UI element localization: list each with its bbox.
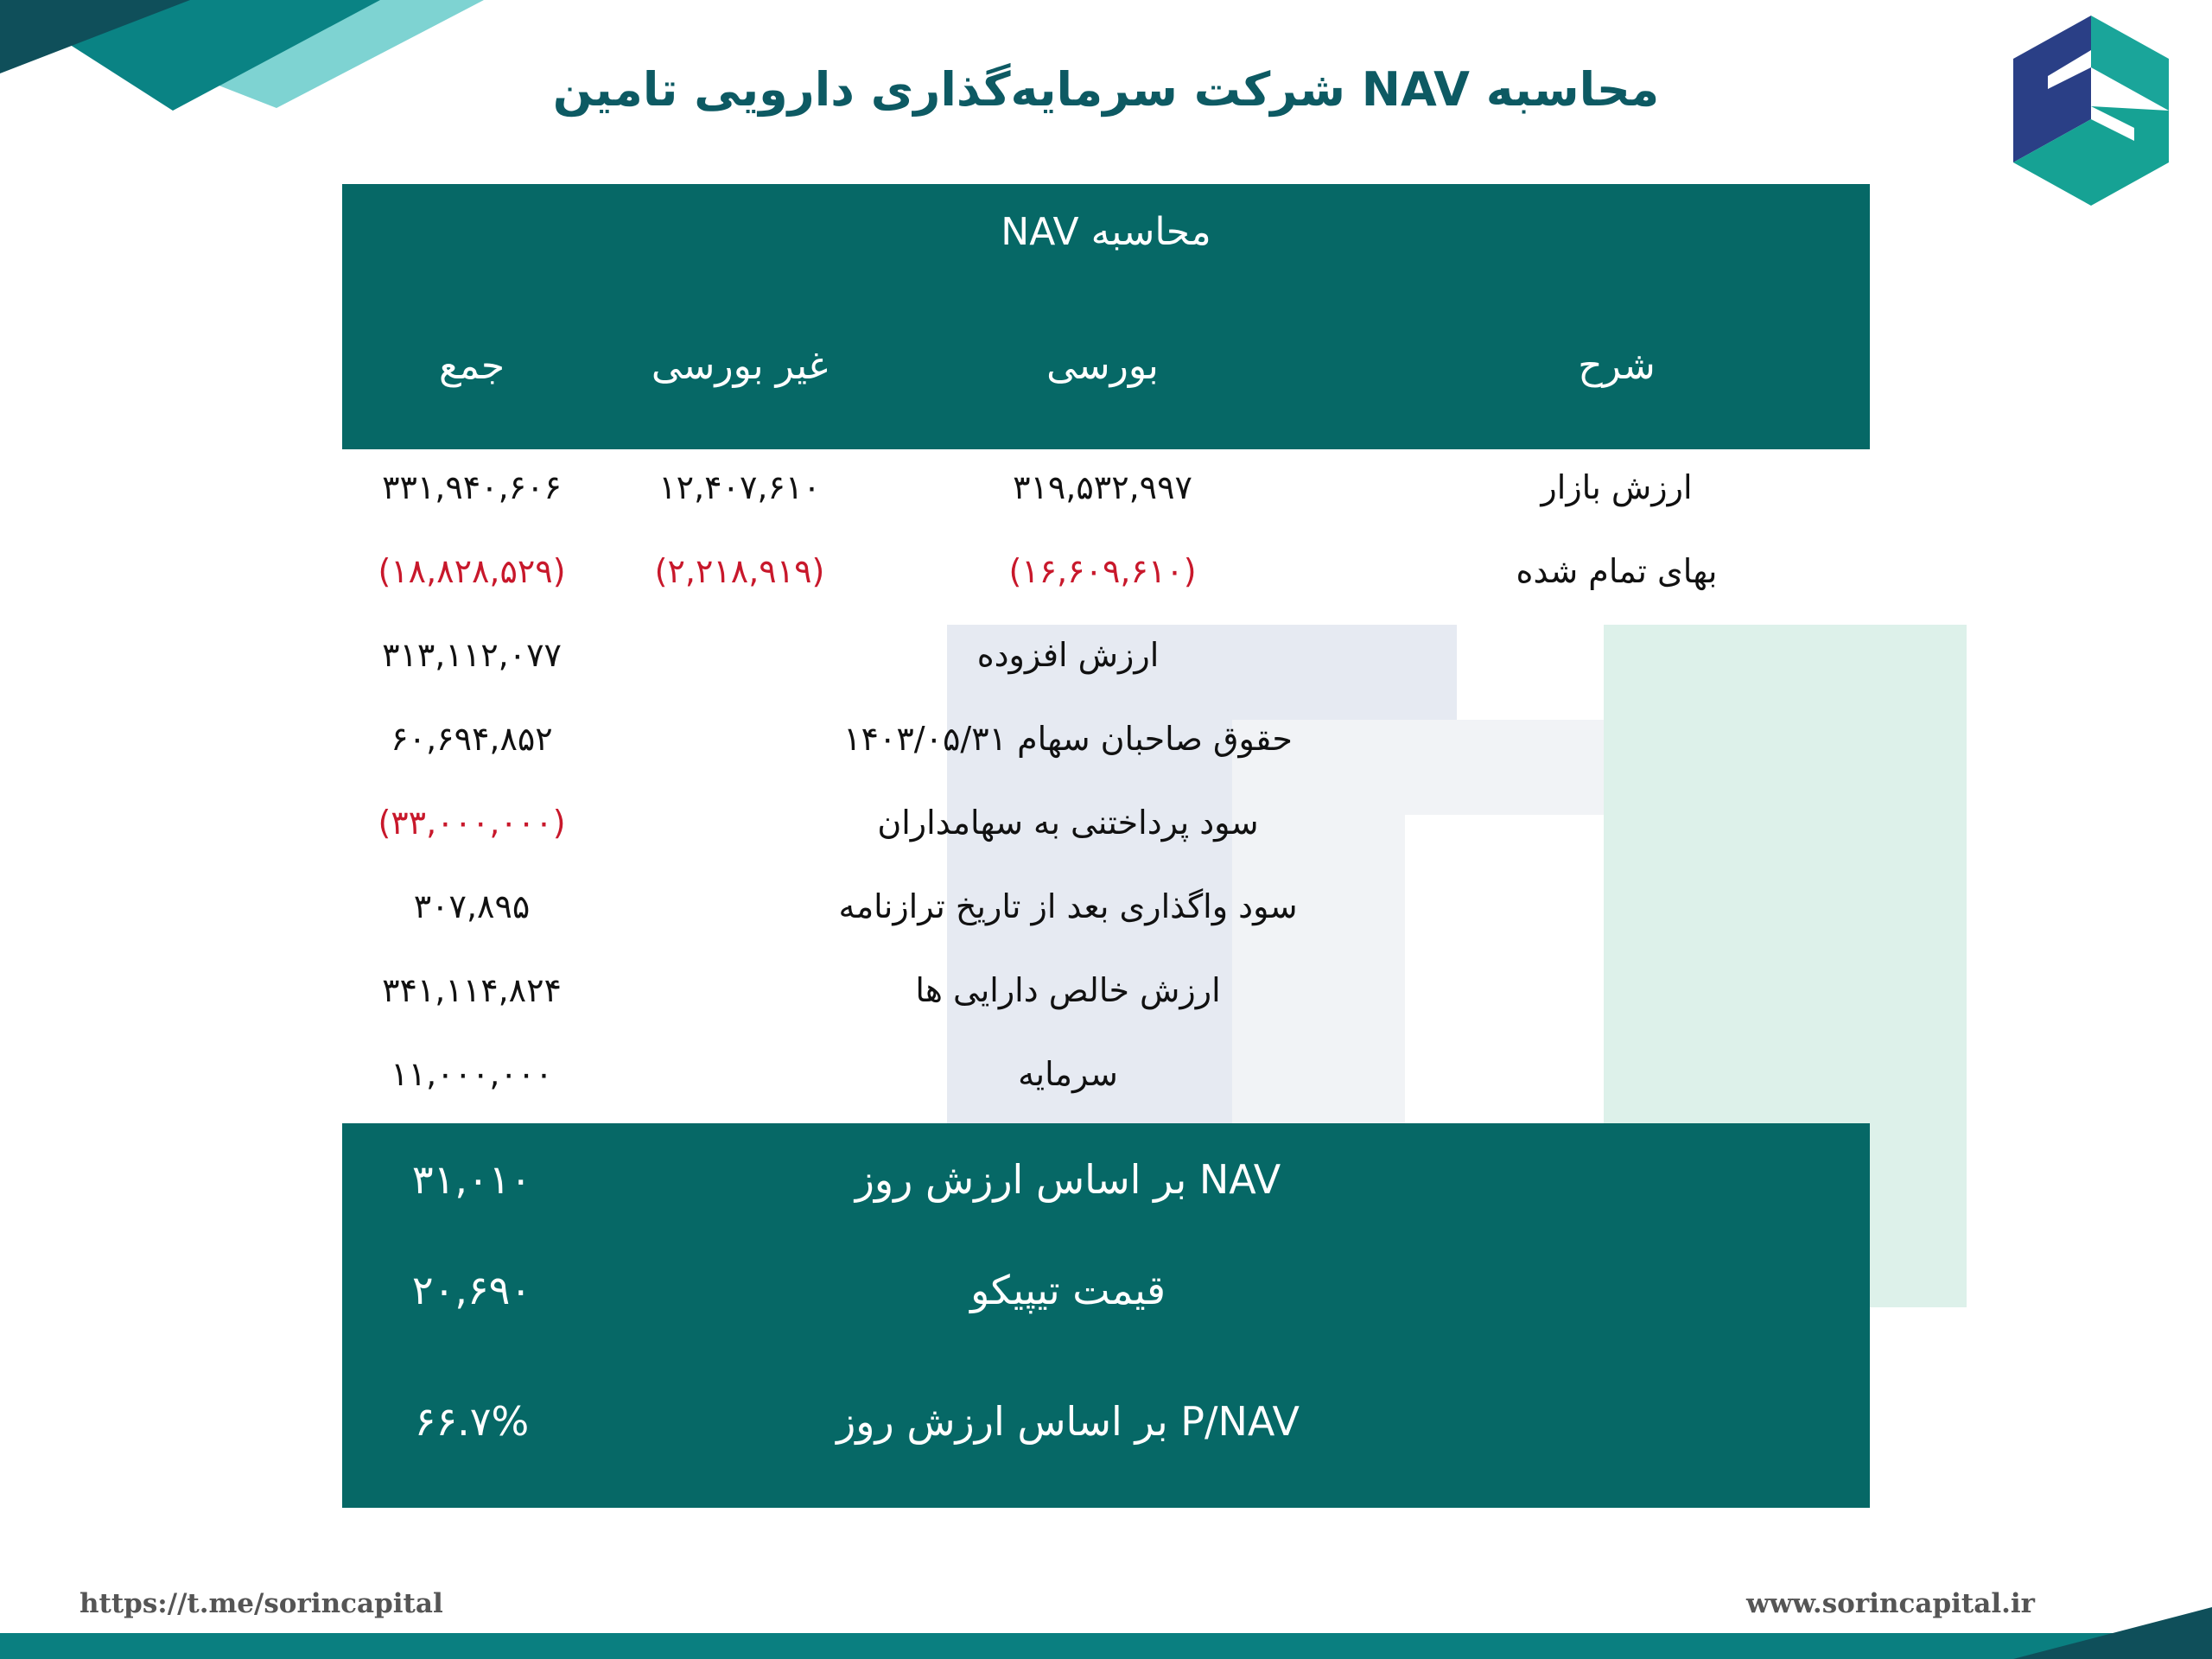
row-total: ۳۰۷,۸۹۵ [413,887,531,925]
column-header-unlisted: غیر بورسی [651,344,829,388]
telegram-link[interactable]: https://t.me/sorincapital [79,1588,443,1619]
row-listed: (۱۶,۶۰۹,۶۱۰) [1008,552,1197,590]
summary-value: ۳۱,۰۱۰ [411,1156,532,1203]
row-desc: حقوق صاحبان سهام ۱۴۰۳/۰۵/۳۱ [843,720,1293,758]
row-desc: بهای تمام شده [1516,552,1718,590]
table-row [342,1036,1870,1119]
table-row [342,449,1870,532]
summary-desc: NAV بر اساس ارزش روز [855,1156,1281,1203]
row-total: (۱۸,۸۲۸,۵۲۹) [378,552,566,590]
row-listed: ۳۱۹,۵۳۲,۹۹۷ [1013,468,1192,506]
summary-value: ۶۶.۷% [414,1398,530,1445]
table-row [342,533,1870,616]
row-total: ۳۳۱,۹۴۰,۶۰۶ [382,468,562,506]
table-row [342,617,1870,700]
column-header-listed: بورسی [1046,344,1159,388]
table-row [342,785,1870,868]
summary-section [342,1123,1870,1508]
row-total: ۳۱۳,۱۱۲,۰۷۷ [382,636,562,674]
summary-desc: P/NAV بر اساس ارزش روز [836,1398,1300,1445]
table-caption: محاسبه NAV [1001,210,1211,254]
column-header-desc: شرح [1578,344,1656,388]
row-desc: سود پرداختنی به سهامداران [877,804,1259,842]
row-total: ۳۴۱,۱۱۴,۸۲۴ [382,971,562,1009]
row-total: ۶۰,۶۹۴,۸۵۲ [391,720,553,758]
row-desc: سود واگذاری بعد از تاریخ ترازنامه [838,887,1298,925]
summary-desc: قیمت تیپیکو [970,1267,1166,1313]
row-unlisted: ۱۲,۴۰۷,۶۱۰ [658,468,821,506]
row-desc: ارزش افزوده [976,636,1160,674]
column-header-total: جمع [438,344,505,388]
table-header [342,184,1870,449]
row-total: ۱۱,۰۰۰,۰۰۰ [391,1055,553,1093]
row-desc: ارزش بازار [1541,468,1693,506]
table-row [342,701,1870,784]
row-unlisted: (۲,۲۱۸,۹۱۹) [654,552,825,590]
row-desc: ارزش خالص دارایی ها [915,971,1221,1009]
table-row [342,868,1870,951]
website-link[interactable]: www.sorincapital.ir [1745,1588,2035,1619]
nav-table [342,184,1870,1508]
page-title: محاسبه NAV شرکت سرمایه‌گذاری دارویی تامین [552,62,1660,117]
summary-value: ۲۰,۶۹۰ [411,1267,532,1313]
row-total: (۳۳,۰۰۰,۰۰۰) [378,804,566,842]
row-desc: سرمایه [1018,1055,1118,1093]
table-row [342,952,1870,1035]
